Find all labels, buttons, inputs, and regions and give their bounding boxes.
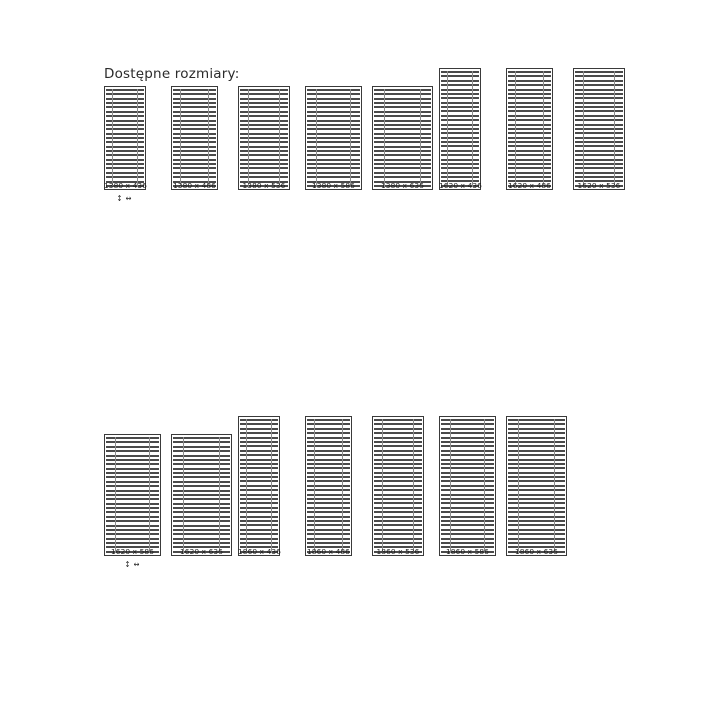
radiator-bar xyxy=(508,454,565,456)
radiator-bar xyxy=(508,467,565,469)
radiator-left-post xyxy=(115,437,116,553)
radiator-bar xyxy=(173,490,230,492)
radiator-bar xyxy=(508,538,565,540)
radiator-bars xyxy=(507,417,566,555)
height-arrow-icon: ↕ xyxy=(116,194,125,203)
radiator-bar xyxy=(508,463,565,465)
size-label: 1620 x 436 xyxy=(439,181,482,190)
radiator-bar xyxy=(508,494,565,496)
radiator-bar xyxy=(173,520,230,522)
radiator-bar xyxy=(173,481,230,483)
size-label: 1380 x 636 xyxy=(381,181,424,190)
radiator-bar xyxy=(173,441,230,443)
radiator-graphic xyxy=(372,416,424,556)
radiator-right-post xyxy=(271,419,272,553)
size-label: 1620 x 536 xyxy=(577,181,621,190)
radiator-bar xyxy=(173,538,230,540)
radiator-bar xyxy=(508,480,565,482)
size-variant[interactable] xyxy=(506,547,568,558)
size-label: 1620 x 586 xyxy=(111,547,154,556)
radiator-bar xyxy=(173,446,230,448)
radiator-bar xyxy=(508,507,565,509)
radiator-bar xyxy=(508,476,565,478)
size-label: 1860 x 536 xyxy=(376,547,420,556)
height-arrow-icon: ↕ xyxy=(124,560,132,569)
radiator-bar xyxy=(173,437,230,439)
radiator-bar xyxy=(173,476,230,478)
size-label: 1380 x 436 xyxy=(104,181,147,190)
radiator-bar xyxy=(508,428,565,430)
radiator-bar xyxy=(173,511,230,513)
radiator-bar xyxy=(173,503,230,505)
radiator-right-post xyxy=(219,437,220,553)
dimension-legend xyxy=(104,560,161,569)
radiator-bar xyxy=(508,445,565,447)
radiator-bar xyxy=(508,529,565,531)
size-label: 1380 x 586 xyxy=(312,181,355,190)
size-label: 1380 x 486 xyxy=(173,181,216,190)
size-variant[interactable] xyxy=(372,547,434,558)
radiator-bar xyxy=(508,502,565,504)
size-variant[interactable] xyxy=(171,547,233,558)
page-title: Dostępne rozmiary: xyxy=(104,66,240,82)
radiator-bars xyxy=(373,417,423,555)
radiator-left-post xyxy=(518,419,519,553)
radiator-left-post xyxy=(450,419,451,553)
radiator-bar xyxy=(508,472,565,474)
radiator-bar xyxy=(508,437,565,439)
size-variant[interactable] xyxy=(439,547,501,558)
radiator-graphic xyxy=(305,416,352,556)
radiator-bar xyxy=(173,525,230,527)
radiator-bar xyxy=(173,485,230,487)
size-label: 1860 x 636 xyxy=(515,547,558,556)
radiator-graphic xyxy=(171,434,232,556)
radiator-bar xyxy=(508,520,565,522)
radiator-right-post xyxy=(413,419,414,553)
radiator-bar xyxy=(173,450,230,452)
radiator-bars xyxy=(306,417,351,555)
radiator-right-post xyxy=(342,419,343,553)
radiator-bar xyxy=(173,468,230,470)
width-arrow-icon: ↔ xyxy=(125,194,134,203)
radiator-graphic xyxy=(238,416,280,556)
radiator-bar xyxy=(173,459,230,461)
radiator-bar xyxy=(508,516,565,518)
radiator-bar xyxy=(508,542,565,544)
radiator-bar xyxy=(508,423,565,425)
radiator-bar xyxy=(508,498,565,500)
radiator-bar xyxy=(508,511,565,513)
radiator-right-post xyxy=(149,437,150,553)
radiator-bar xyxy=(173,463,230,465)
radiator-bar xyxy=(508,450,565,452)
size-variant[interactable] xyxy=(238,547,300,558)
size-label: 1860 x 586 xyxy=(446,547,489,556)
radiator-right-post xyxy=(484,419,485,553)
radiator-bars xyxy=(172,435,231,555)
size-label: 1620 x 636 xyxy=(180,547,223,556)
radiator-bar xyxy=(508,524,565,526)
radiator-bar xyxy=(173,542,230,544)
radiator-bar xyxy=(173,529,230,531)
radiator-bars xyxy=(440,417,495,555)
radiator-bar xyxy=(173,494,230,496)
size-label: 1380 x 536 xyxy=(242,181,286,190)
radiator-bar xyxy=(508,533,565,535)
radiator-bar xyxy=(508,489,565,491)
radiator-bar xyxy=(508,419,565,421)
size-label: 1860 x 436 xyxy=(238,547,281,556)
radiator-bar xyxy=(173,472,230,474)
size-variant[interactable] xyxy=(305,547,367,558)
radiator-left-post xyxy=(314,419,315,553)
radiator-bar xyxy=(173,498,230,500)
size-label: 1860 x 486 xyxy=(307,547,350,556)
radiator-bar xyxy=(173,455,230,457)
size-variant[interactable] xyxy=(104,547,166,569)
radiator-bar xyxy=(508,432,565,434)
radiator-right-post xyxy=(554,419,555,553)
radiator-bars xyxy=(239,417,279,555)
radiator-left-post xyxy=(183,437,184,553)
radiator-graphic xyxy=(439,416,496,556)
radiator-graphic xyxy=(104,434,161,556)
radiator-left-post xyxy=(382,419,383,553)
width-arrow-icon: ↔ xyxy=(133,560,141,569)
radiator-bars xyxy=(105,435,160,555)
radiator-bar xyxy=(173,516,230,518)
size-label: 1620 x 486 xyxy=(508,181,551,190)
radiator-bar xyxy=(508,459,565,461)
radiator-left-post xyxy=(246,419,247,553)
radiator-bar xyxy=(173,507,230,509)
radiator-graphic xyxy=(506,416,567,556)
radiator-bar xyxy=(508,441,565,443)
radiator-bar xyxy=(508,485,565,487)
radiator-bar xyxy=(173,533,230,535)
